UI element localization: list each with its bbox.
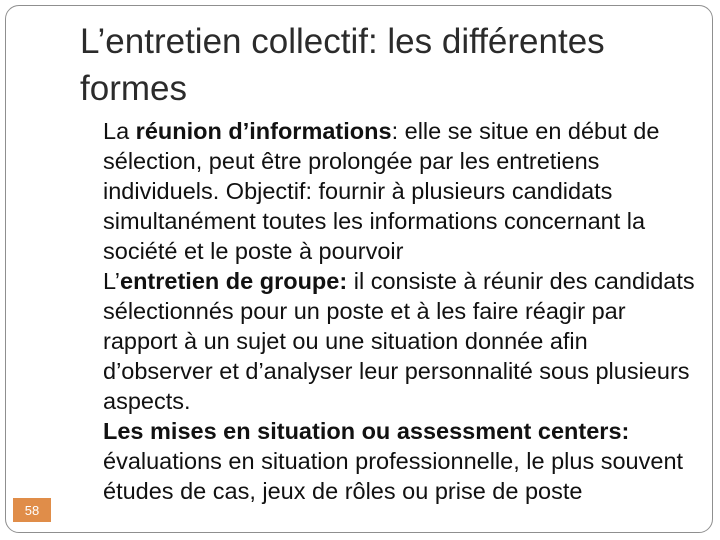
slide-body [82,116,702,506]
slide-number-badge: 58 [13,498,51,522]
slide-title: L’entretien collectif: les différentes formes [80,22,605,108]
bullet-prefix: La [103,118,136,144]
bullet-item-mises-en-situation [82,416,702,506]
bullet-text: évaluations en situation professionnelle, le plus souvent études de cas, jeux de rôles ou prise de poste [103,448,684,504]
bullet-prefix: L’ [103,268,120,294]
bullet-text: il consiste à réunir des candidats sélectionnés pour un poste et à les faire réagir par rapport à un sujet ou une situation donnée afin d’observer et d’analyser leur personnalité sous plusieurs aspects. [103,268,695,414]
bullet-item-reunion [82,116,702,266]
bullet-bold-term: Les mises en situation ou assessment centers: [103,418,630,444]
bullet-bold-term: entretien de groupe: [120,268,348,294]
bullet-text: : elle se situe en début de sélection, peut être prolongée par les entretiens individuels. Objectif: fournir à plusieurs candidats simultanément toutes les informations concernant la société et le poste à pourvoir [103,118,660,264]
bullet-item-groupe [82,266,702,416]
bullet-bold-term: réunion d’informations [135,118,392,144]
